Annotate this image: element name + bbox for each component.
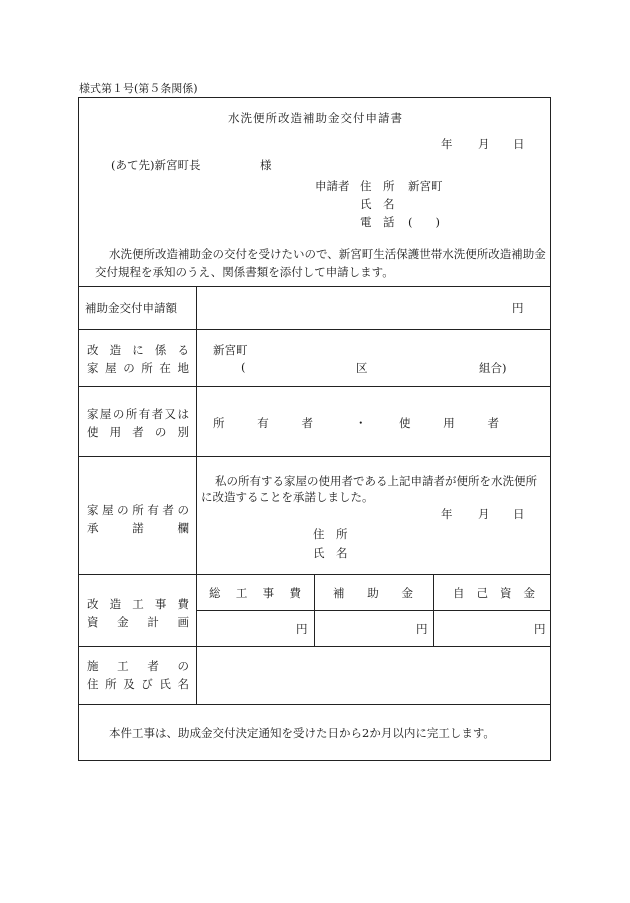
funding-self-unit: 円	[534, 622, 546, 636]
statement-line-1: 水洗便所改造補助金の交付を受けたいので、新宮町生活保護世帯水洗便所改造補助金	[109, 247, 546, 261]
applicant-name-label: 氏 名	[360, 197, 395, 211]
funding-header-total: 総 工 事 費	[209, 586, 301, 600]
form-title: 水洗便所改造補助金交付申請書	[228, 111, 403, 125]
funding-header-subsidy: 補 助 金	[333, 586, 413, 600]
form-number: 様式第１号(第５条関係)	[79, 82, 198, 95]
funding-label-line-2: 資 金 計 画	[87, 615, 189, 629]
location-town: 新宮町	[213, 343, 248, 357]
funding-subsidy-unit: 円	[416, 622, 428, 636]
funding-header-self: 自 己 資 金	[453, 586, 535, 600]
header-date-day: 日	[513, 137, 525, 151]
applicant-address-value: 新宮町	[408, 179, 443, 193]
location-open-paren: (	[241, 360, 246, 374]
consent-address-label: 住 所	[313, 527, 348, 541]
statement-line-2: 交付規程を承知のうえ、関係書類を添付して申請します。	[95, 265, 394, 279]
applicant-phone-label: 電 話	[360, 215, 395, 229]
consent-name-label: 氏 名	[313, 546, 348, 560]
location-association: 組合)	[479, 361, 507, 375]
contractor-label-line-1: 施 工 者 の	[87, 659, 189, 673]
owner-option: 所 有 者	[213, 416, 313, 430]
location-label-line-1: 改 造 に 係 る	[87, 343, 189, 357]
footer-note: 本件工事は、助成金交付決定通知を受けた日から2か月以内に完工します。	[109, 726, 495, 740]
subsidy-amount-label: 補助金交付申請額	[85, 301, 177, 315]
location-label-line-2: 家 屋 の 所 在 地	[87, 361, 189, 375]
location-ward: 区	[356, 361, 368, 375]
user-option: 使 用 者	[399, 416, 499, 430]
consent-label-line-1: 家 屋 の 所 有 者 の	[87, 503, 189, 517]
application-form	[78, 97, 551, 761]
consent-date-day: 日	[513, 507, 525, 521]
consent-date-month: 月	[478, 507, 490, 521]
applicant-label: 申請者	[315, 179, 350, 193]
owner-user-separator: ・	[355, 416, 367, 430]
consent-date-year: 年	[441, 507, 453, 521]
consent-label-line-2: 承 諾 欄	[87, 521, 189, 535]
subsidy-amount-unit: 円	[512, 301, 524, 315]
owner-type-label-line-1: 家 屋 の 所 有 者 又 は	[87, 407, 189, 421]
funding-total-unit: 円	[296, 622, 308, 636]
consent-text-line-2: に改造することを承諾しました。	[201, 490, 374, 504]
applicant-address-label: 住 所	[360, 179, 395, 193]
addressee-suffix: 様	[260, 158, 272, 172]
consent-text-line-1: 私の所有する家屋の使用者である上記申請者が便所を水洗便所	[215, 474, 537, 488]
funding-label-line-1: 改 造 工 事 費	[87, 597, 189, 611]
owner-type-label-line-2: 使 用 者 の 別	[87, 425, 189, 439]
header-date-year: 年	[441, 137, 453, 151]
addressee: (あて先)新宮町長	[111, 158, 201, 172]
applicant-phone-parens: ( )	[408, 215, 440, 229]
contractor-label-line-2: 住 所 及 び 氏 名	[87, 677, 189, 691]
header-date-month: 月	[478, 137, 490, 151]
